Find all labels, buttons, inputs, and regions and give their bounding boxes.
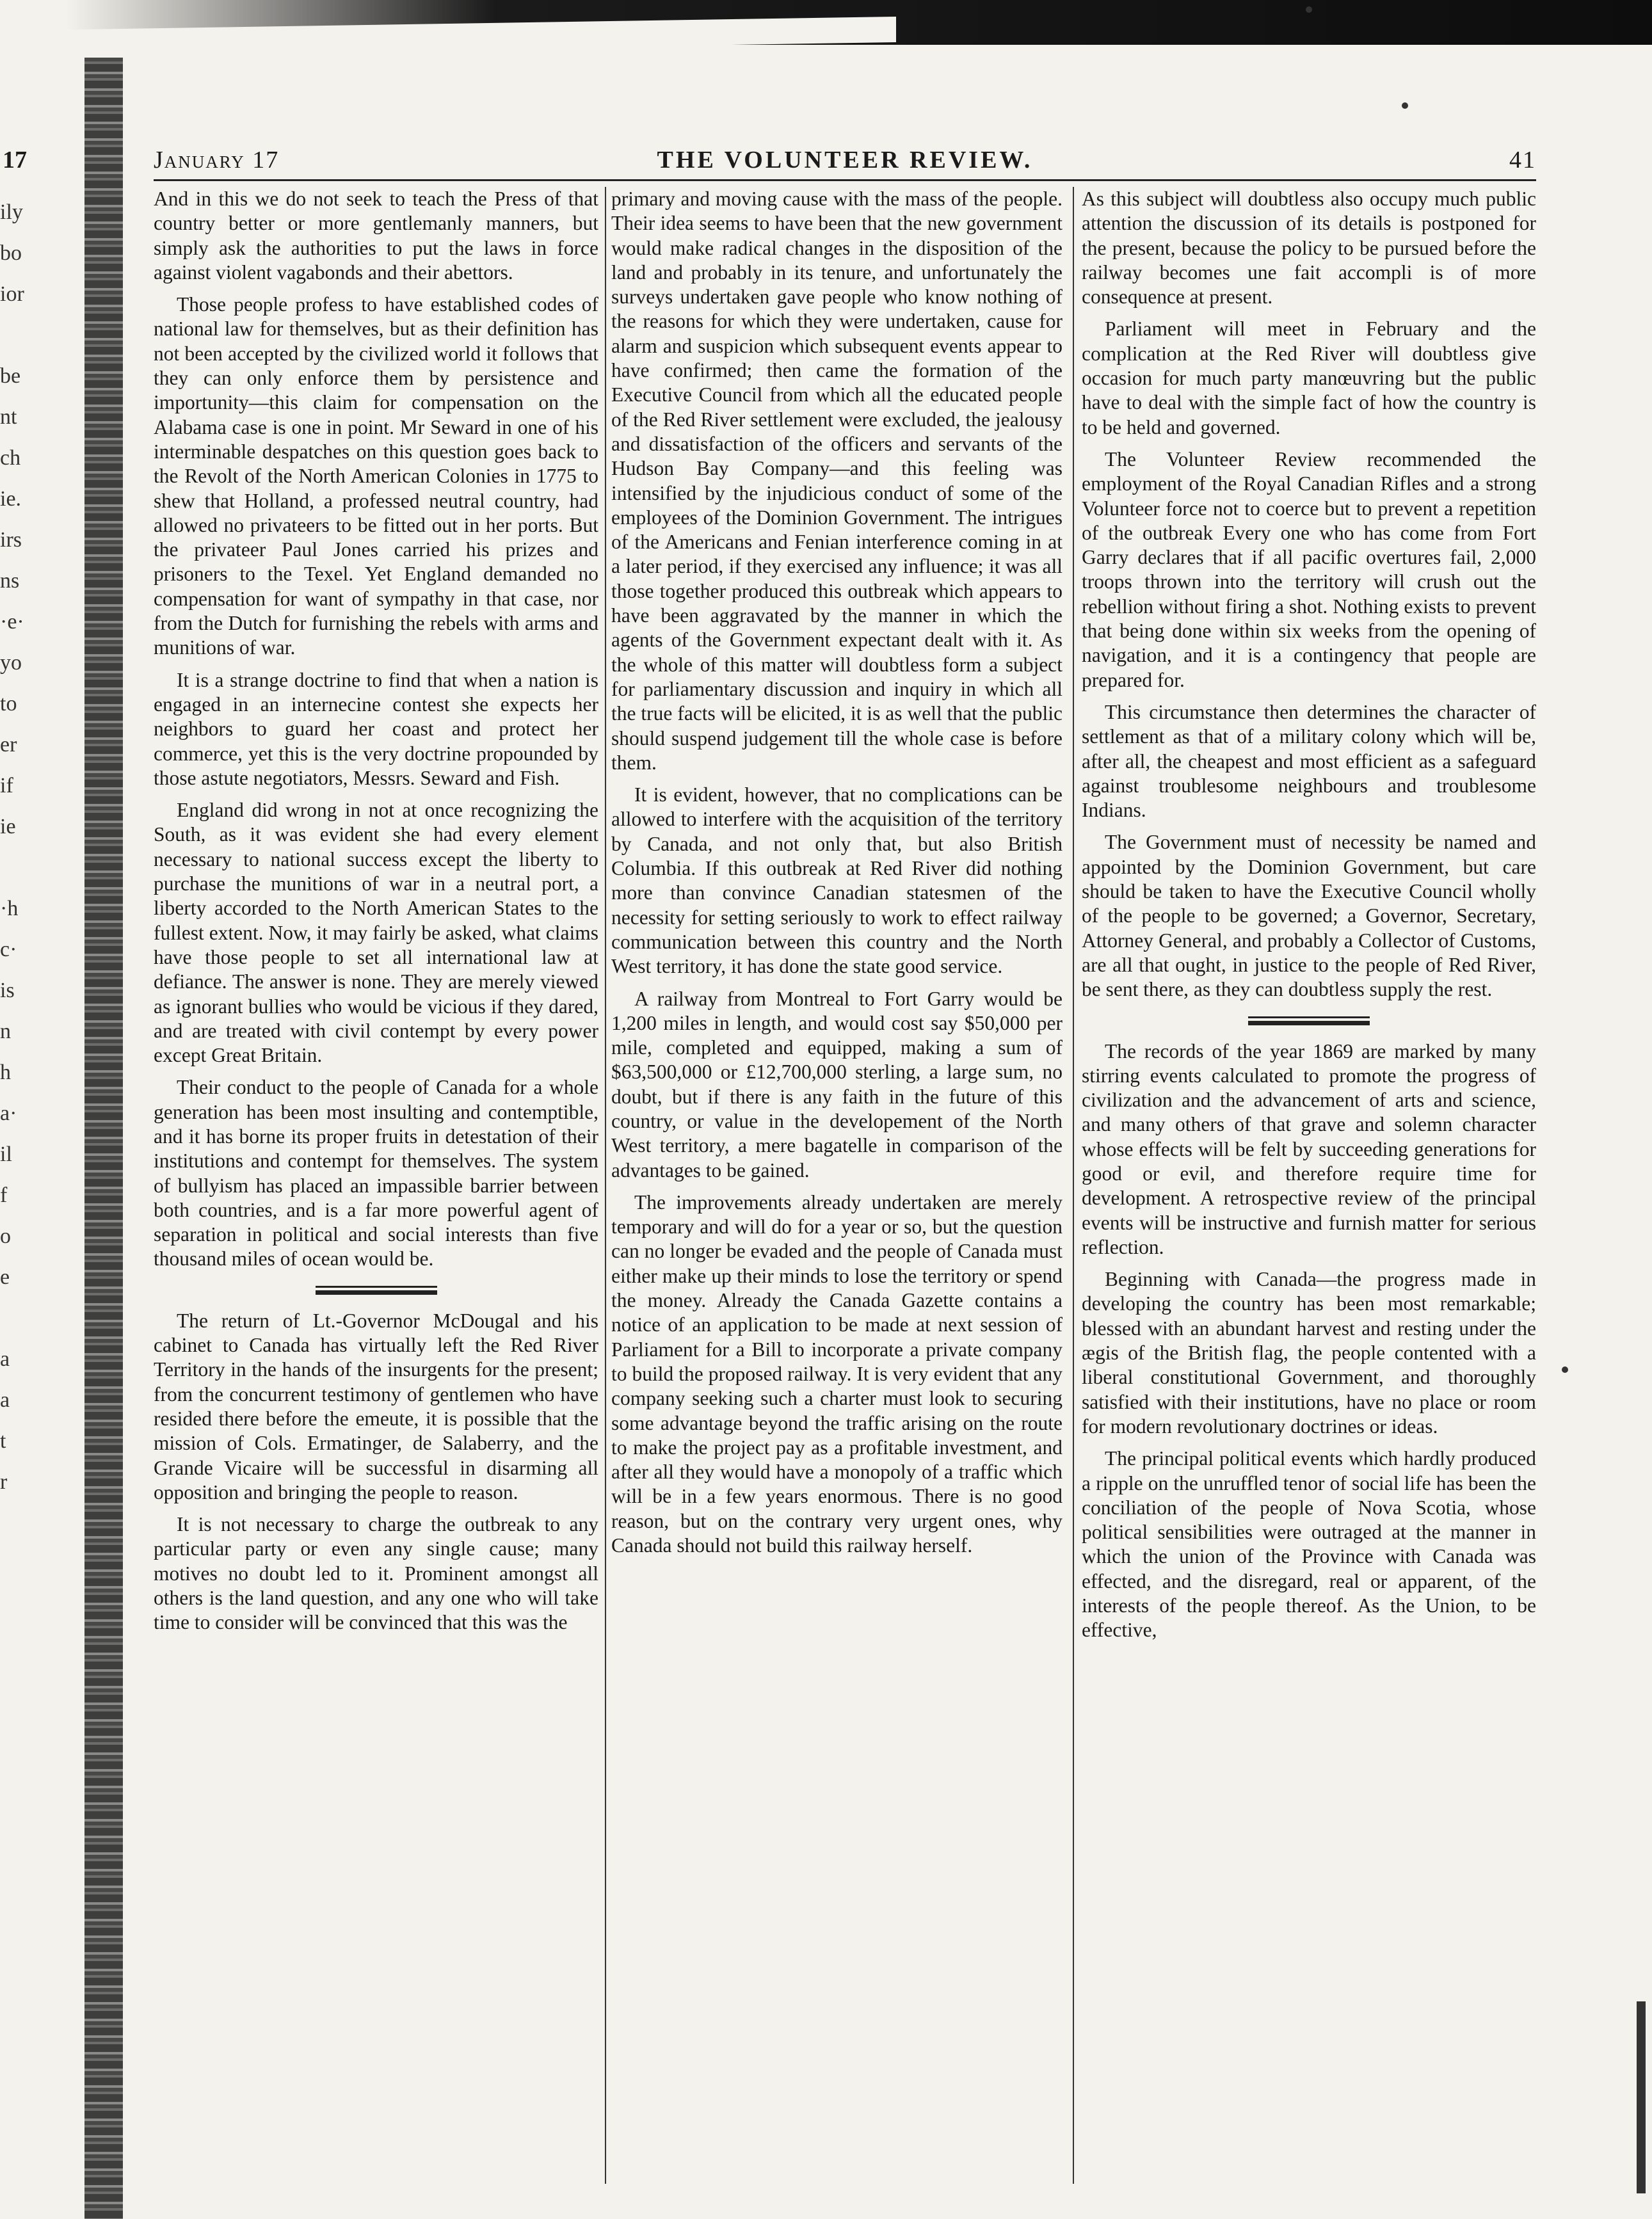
margin-fragment: is xyxy=(0,979,15,1002)
margin-fragment: ily xyxy=(0,200,23,224)
section-separator xyxy=(1248,1016,1370,1025)
margin-fragment: ·h xyxy=(0,897,19,920)
page-number: 41 xyxy=(1509,147,1536,173)
page-title: THE VOLUNTEER REVIEW. xyxy=(657,147,1033,173)
margin-fragment: ie xyxy=(0,815,16,838)
paragraph: And in this we do not seek to teach the Press of that country better or more gentlemanly manners, but simply ask the authorities to put the laws in force against violent vagabonds and their abettors. xyxy=(154,188,598,284)
margin-fragment: n xyxy=(0,1020,11,1043)
margin-fragment: to xyxy=(0,692,17,716)
paragraph: Beginning with Canada—the progress made in developing the country has been most remarkable; blessed with an abundant harvest and resting under the ægis of the British flag, the people contented with a liberal constitutional Government, and thoroughly satisfied with their institutions, have no place or room for modern revolutionary doctrines or ideas. xyxy=(1082,1268,1536,1438)
scan-edge-mark xyxy=(1637,2001,1646,2193)
margin-fragment: yo xyxy=(0,651,22,675)
margin-fragment xyxy=(0,315,51,356)
column-3 xyxy=(1082,187,1536,2184)
margin-fragment: bo xyxy=(0,241,22,265)
paragraph: The records of the year 1869 are marked by many stirring events calculated to promote the progress of civilization and the advancement of arts and science, and many others of that grave and solemn character whose effects will be felt by succeeding generations for good or evil, and therefore require time for development. A retrospective review of the principal events will be instructive and furnish matter for serious reflection. xyxy=(1082,1039,1536,1258)
margin-fragment xyxy=(0,847,51,888)
margin-fragment xyxy=(0,1298,51,1339)
margin-page-number: 17 xyxy=(3,147,27,173)
paragraph: As this subject will doubtless also occupy much public attention the discussion of its details is postponed for the present, because the policy to be pursued before the railway becomes une fait accompli is of more consequence at present. xyxy=(1082,188,1536,308)
column-divider xyxy=(1073,187,1074,2184)
paragraph: This circumstance then determines the character of settlement as that of a military colony which will be, after all, the cheapest and most efficient as a safeguard against troublesome neighbours and troublesome Indians. xyxy=(1082,700,1536,822)
paragraph: primary and moving cause with the mass of the people. Their idea seems to have been that the new government would make radical changes in the disposition of the land and probably in its tenure, and unfortunately the surveys undertaken gave people who know nothing of the reasons for which they were undertaken, cause for alarm and suspicion which subsequent events appear to have confirmed; then came the formation of the Executive Council from which all the educated people of the Red River settlement were excluded, the jealousy and dissatisfaction of the officers and servants of the Hudson Bay Company—and this feeling was intensified by the injudicious conduct of some of the employees of the Dominion Government. The intrigues of the Americans and Fenian interference coming in at a later period, if they exercised any influence; it was all those together produced this outbreak which appears to have been aggravated by the manner in which the agents of the Government expectant dealt with it. As the whole of this matter will doubtless form a subject for parliamentary discussion and inquiry in which all the true facts will be elicited, it is as well that the public should suspend judgement till the whole case is before them. xyxy=(611,188,1063,774)
header-date: January 17 xyxy=(154,147,280,173)
header-rule xyxy=(154,179,1536,181)
margin-fragment: il xyxy=(0,1142,12,1166)
margin-fragment: a xyxy=(0,1347,10,1371)
margin-fragment: o xyxy=(0,1224,11,1248)
scan-speck xyxy=(1402,102,1408,109)
paragraph: Their conduct to the people of Canada for a whole generation has been most insulting and contemptible, and it has borne its proper fruits in detestation of their institutions and contempt for themselves. The system of bullyism has placed an impassible barrier between both countries, and is a far more powerful agent of separation in political and social interests than five thousand miles of ocean would be. xyxy=(154,1076,598,1270)
margin-fragment: be xyxy=(0,364,21,388)
left-margin-fragments xyxy=(0,192,51,1494)
margin-fragment: ns xyxy=(0,569,20,593)
column-1 xyxy=(154,187,598,2184)
scan-speck xyxy=(1306,6,1312,13)
margin-fragment: ie. xyxy=(0,487,22,511)
page-header xyxy=(154,146,1536,184)
margin-fragment: e xyxy=(0,1265,10,1289)
column-divider xyxy=(605,187,606,2184)
margin-fragment: t xyxy=(0,1429,6,1453)
margin-fragment: r xyxy=(0,1470,8,1494)
margin-fragment: ·e· xyxy=(0,610,24,634)
margin-fragment: if xyxy=(0,774,13,797)
paragraph: Parliament will meet in February and the complication at the Red River will doubtless give occasion for much party manœuvring but the public have to deal with the simple fact of how the country is to be held and governed. xyxy=(1082,317,1536,438)
paragraph: The principal political events which hardly produced a ripple on the unruffled tenor of social life has been the conciliation of the people of Nova Scotia, whose political sensibilities were outraged at the manner in which the union of the Province with Canada was effected, and the disregard, real or apparent, of the interests of the people thereof. As the Union, to be effective, xyxy=(1082,1447,1536,1642)
margin-fragment: h xyxy=(0,1061,11,1084)
scan-speck xyxy=(1562,1366,1568,1373)
paragraph: It is a strange doctrine to find that when a nation is engaged in an internecine contest she expects her neighbors to guard her coast and protect her commerce, yet this is the very doctrine propounded by those astute negotiators, Messrs. Seward and Fish. xyxy=(154,668,598,789)
margin-fragment: er xyxy=(0,733,17,757)
margin-fragment: ior xyxy=(0,282,24,306)
column-2 xyxy=(611,187,1063,2184)
margin-fragment: ch xyxy=(0,446,21,470)
paragraph: The Volunteer Review recommended the employment of the Royal Canadian Rifles and a strong Volunteer force not to coerce but to prevent a repetition of the outbreak Every one who has come from Fort Garry declares that if all pacific overtures fail, 2,000 troops thrown into the territory will crush out the rebellion without firing a shot. Nothing exists to prevent that being done within six weeks from the opening of navigation, and it is a contingency that people are prepared for. xyxy=(1082,447,1536,691)
paragraph: Those people profess to have established codes of national law for themselves, but as their definition has not been accepted by the civilized world it follows that they can only enforce them by persistence and importunity—this claim for compensation on the Alabama case is one in point. Mr Seward in one of his interminable despatches on this question goes back to the Revolt of the North American Colonies in 1775 to shew that Holland, a professed neutral country, had allowed no privateers to be fitted out in her ports. But the privateer Paul Jones carried his prizes and prisoners to the Texel. Yet England demanded no compensation for want of sympathy in that case, nor from the Dutch for furnishing the rebels with arms and munitions of war. xyxy=(154,293,598,659)
paragraph: The Government must of necessity be named and appointed by the Dominion Government, but care should be taken to have the Executive Council wholly of the people to be governed; a Governor, Secretary, Attorney General, and probably a Collector of Customs, are all that ought, in justice to the people of Red River, be sent there, as they can doubtless supply the rest. xyxy=(1082,831,1536,1001)
margin-fragment: irs xyxy=(0,528,22,552)
margin-fragment: a xyxy=(0,1388,10,1412)
section-separator xyxy=(316,1286,437,1295)
margin-fragment: f xyxy=(0,1183,8,1207)
paragraph: England did wrong in not at once recognizing the South, as it was evident she had every element necessary to national success except the liberty to purchase the munitions of war in a neutral port, a liberty accorded to the North American States to the fullest extent. Now, it may fairly be asked, what claims have those people to set all international law at defiance. The answer is none. They are merely viewed as ignorant bullies who would be vicious if they dared, and are treated with civil contempt by every power except Great Britain. xyxy=(154,799,598,1067)
margin-fragment: nt xyxy=(0,405,17,429)
paragraph: The improvements already undertaken are merely temporary and will do for a year or so, but the question can no longer be evaded and the people of Canada must either make up their minds to lose the territory or spend the money. Already the Canada Gazette contains a notice of an application to be made at next session of Parliament for a Bill to incorporate a private company to build the proposed railway. It is very evident that any company seeking such a charter must look to securing some advantage beyond the traffic arising on the route to make the project pay as a profitable investment, and after all they would have a monopoly of a traffic which will be in a few years enormous. There is no good reason, but on the contrary very urgent ones, why Canada should not build this railway herself. xyxy=(611,1190,1063,1557)
margin-fragment: c· xyxy=(0,938,17,961)
paragraph: It is evident, however, that no complications can be allowed to interfere with the acquisition of the territory by Canada, and not only that, but also British Columbia. If this outbreak at Red River did nothing more than convince Canadian statesmen of the necessity for setting seriously to work to effect railway communication between this country and the North West territory, it has done the state good service. xyxy=(611,783,1063,978)
binding-spine xyxy=(84,58,123,2219)
margin-fragment: a· xyxy=(0,1101,17,1125)
paragraph: A railway from Montreal to Fort Garry would be 1,200 miles in length, and would cost say $50,000 per mile, completed and equipped, making a sum of $63,500,000 or £12,700,000 sterling, a large sum, no doubt, but if there is any faith in the future of this country, or value in the developement of the North West territory, a mere bagatelle in comparison of the advantages to be gained. xyxy=(611,987,1063,1182)
paragraph: The return of Lt.-Governor McDougal and his cabinet to Canada has virtually left the Red River Territory in the hands of the insurgents for the present; from the concurrent testimony of gentlemen who have resided there before the emeute, it is possible that the mission of Cols. Ermatinger, de Salaberry, and the Grande Vicaire will be successful in disarming all opposition and bringing the people to reason. xyxy=(154,1309,598,1503)
paragraph: It is not necessary to charge the outbreak to any particular party or even any single cause; many motives no doubt led to it. Prominent amongst all others is the land question, and any one who will take time to consider will be convinced that this was the xyxy=(154,1513,598,1634)
